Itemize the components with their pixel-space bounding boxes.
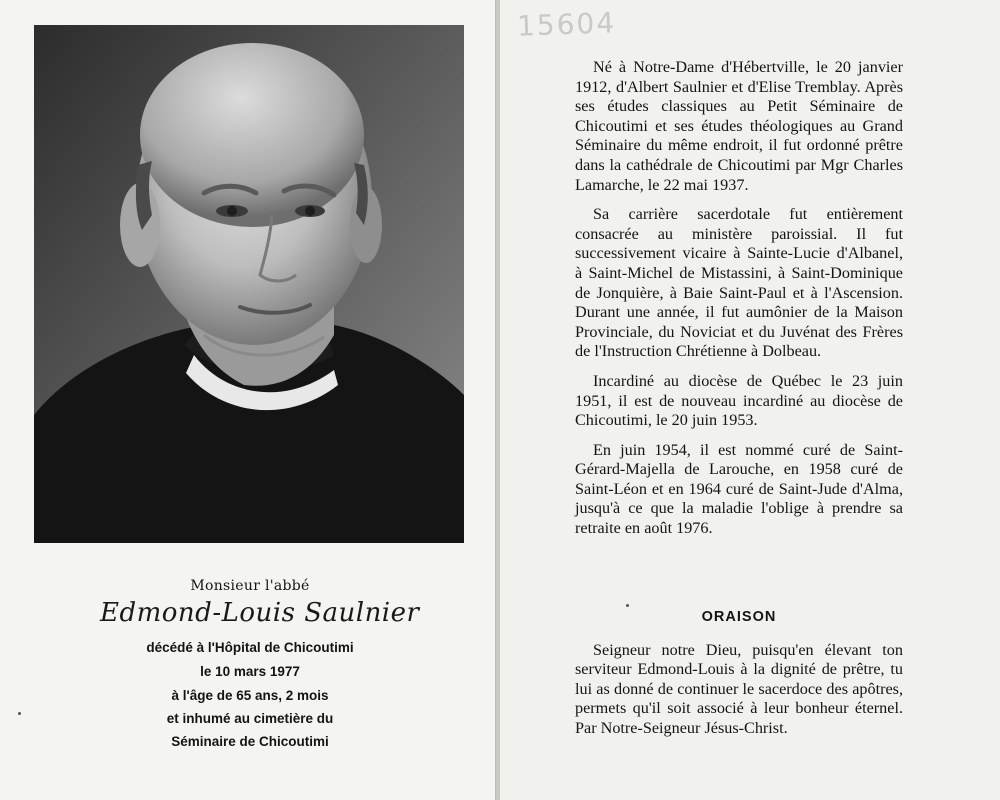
burial-line: et inhumé au cimetière du — [166, 711, 334, 726]
portrait-photo — [34, 25, 464, 543]
biography — [575, 58, 903, 549]
archive-number: 15604 — [516, 6, 617, 43]
biography-paragraph: En juin 1954, il est nommé curé de Saint-Gérard-Majella de Larouche, en 1958 curé de Saint-Léon et en 1964 curé de Saint-Jude d'Alma, jusqu'à ce que la maladie l'oblige à prendre sa retraite en août 1976. — [575, 440, 903, 538]
memorial-card-front — [0, 0, 496, 800]
burial-place-line: Séminaire de Chicoutimi — [171, 734, 329, 749]
prayer-text-block — [575, 641, 903, 738]
prayer-heading: ORAISON — [701, 609, 777, 625]
deceased-name: Edmond-Louis Saulnier — [100, 598, 420, 628]
portrait-illustration — [34, 25, 464, 543]
biography-paragraph: Incardiné au diocèse de Québec le 23 juin 1951, il est de nouveau incardiné au diocèse de Chicoutimi, le 20 juin 1953. — [575, 371, 903, 430]
prayer-paragraph: Seigneur notre Dieu, puisqu'en élevant ton serviteur Edmond-Louis à la dignité de prêtre, tu lui as donné de continuer le sacerdoce des apôtres, permets qu'il soit associé à leur bonheur éternel. Par Notre-Seigneur Jésus-Christ. — [575, 641, 903, 737]
paper-speck — [18, 712, 21, 715]
biography-paragraph: Sa carrière sacerdotale fut entièrement consacrée au ministère paroissial. Il fut successivement vicaire à Sainte-Lucie d'Albanel, à Saint-Michel de Mistassini, à Saint-Dominique de Jonquière, à Baie Saint-Paul et à l'Ascension. Durant une année, il fut aumônier de la Maison Provinciale, du Noviciat et du Juvénat des Frères de l'Instruction Chrétienne à Dolbeau. — [575, 205, 903, 361]
paper-speck — [626, 604, 629, 607]
age-line: à l'âge de 65 ans, 2 mois — [171, 688, 329, 703]
death-place-line: décédé à l'Hôpital de Chicoutimi — [146, 640, 354, 655]
biography-paragraph: Né à Notre-Dame d'Hébertville, le 20 janvier 1912, d'Albert Saulnier et d'Elise Tremblay. Après ses études classiques au Petit Séminaire de Chicoutimi et ses études théologiques au Grand Séminaire du même endroit, il fut ordonné prêtre dans la cathédrale de Chicoutimi par Mgr Charles Lamarche, le 22 mai 1937. — [575, 58, 903, 194]
death-date-line: le 10 mars 1977 — [200, 664, 300, 679]
honorific-title: Monsieur l'abbé — [190, 578, 310, 594]
